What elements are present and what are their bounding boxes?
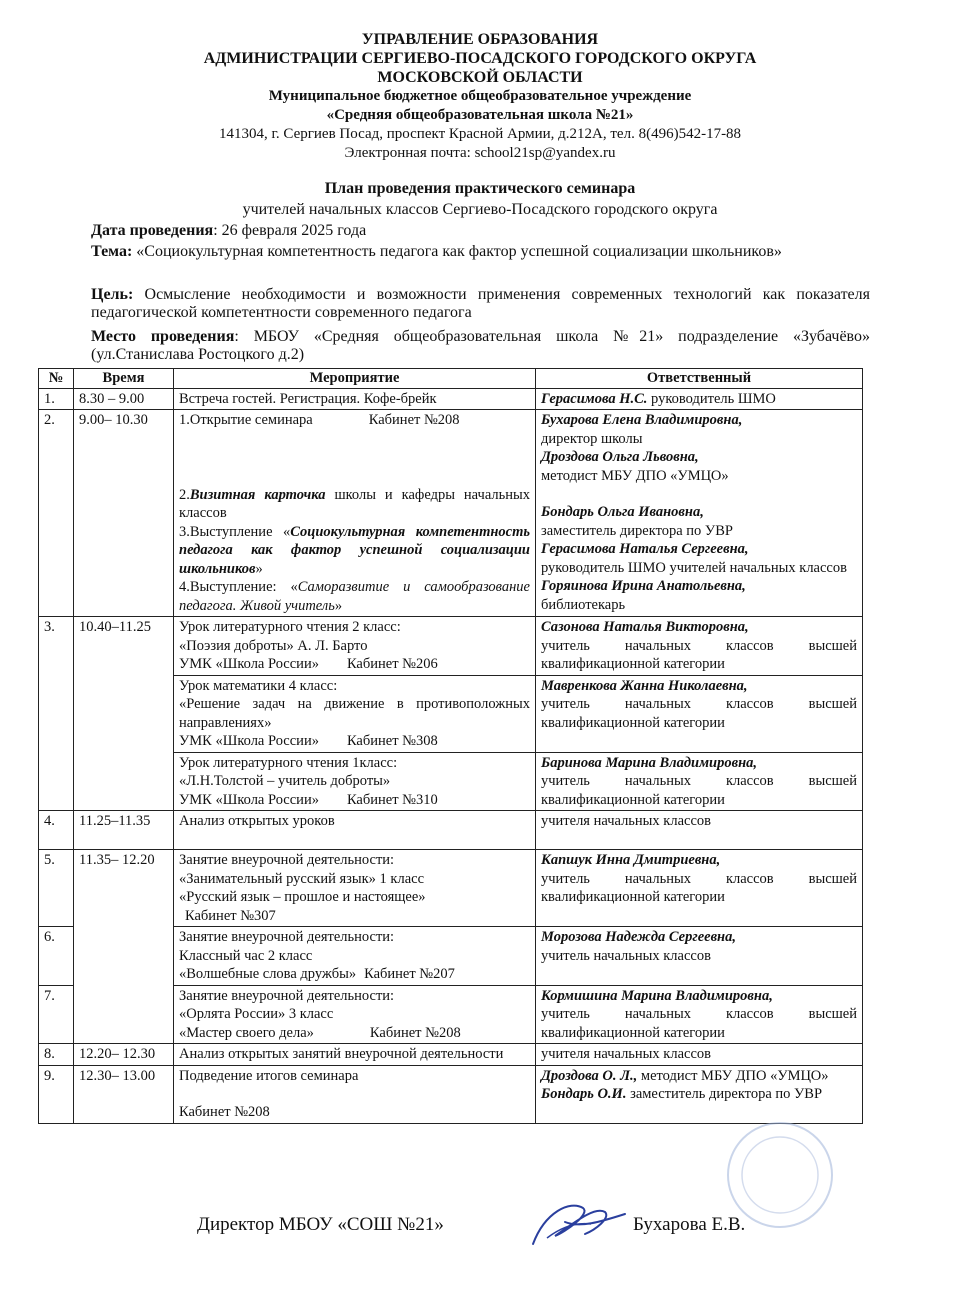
event-speech-2: 4.Выступление: «Саморазвитие и самообразование педагога. Живой учитель» xyxy=(179,579,530,614)
row-responsible xyxy=(536,388,863,410)
room-label: Кабинет №310 xyxy=(346,791,438,808)
table-row xyxy=(39,388,863,410)
row-number: 5. xyxy=(39,850,74,927)
row-time: 10.40–11.25 xyxy=(74,617,174,811)
responsible-name: Бондарь Ольга Ивановна, xyxy=(541,504,704,520)
row-time: 12.30– 13.00 xyxy=(74,1065,174,1123)
responsible-role: учитель начальных классов высшей квалификационной категории xyxy=(541,1006,857,1041)
document-title xyxy=(0,178,960,220)
responsible-role: учитель начальных классов xyxy=(541,947,711,964)
responsible-name: Кормишина Марина Владимировна, xyxy=(541,987,773,1004)
responsible-name: Капшук Инна Дмитриевна, xyxy=(541,852,721,868)
table-row xyxy=(39,1044,863,1066)
responsible-name: Мавренкова Жанна Николаевна, xyxy=(541,677,748,694)
row-event: Подведение итогов семинара Кабинет №208 xyxy=(174,1065,536,1123)
row-time: 11.25–11.35 xyxy=(74,811,174,850)
table-row xyxy=(39,617,863,676)
row-responsible: учителя начальных классов xyxy=(536,811,863,850)
title-sub: учителей начальных классов Сергиево-Посадского городского округа xyxy=(242,201,718,218)
header-number: № xyxy=(39,369,74,389)
row-responsible xyxy=(536,675,863,752)
event-card: 2.Визитная карточка школы и кафедры начальных классов xyxy=(179,486,530,521)
event-opening: 1.Открытие семинара Кабинет №208 xyxy=(179,412,460,428)
date-value: : 26 февраля 2025 года xyxy=(213,222,367,239)
row-responsible xyxy=(536,985,863,1044)
responsible-role: методист МБУ ДПО «УМЦО» xyxy=(541,467,729,484)
responsible-role: руководитель ШМО xyxy=(647,390,776,407)
responsible-role: учитель начальных классов высшей квалификационной категории xyxy=(541,870,857,905)
row-event xyxy=(174,410,536,617)
meta-goal xyxy=(91,286,870,322)
responsible-name: Бондарь О.И. xyxy=(541,1086,627,1102)
meta-date xyxy=(91,222,870,240)
table-header-row xyxy=(39,369,863,389)
letterhead xyxy=(0,30,960,163)
row-event: Урок математики 4 класс: «Решение задач на движение в противоположных направлениях» УМК «Школа России» Кабинет №308 xyxy=(174,675,536,752)
table-row xyxy=(39,811,863,850)
signature-name: Бухарова Е.В. xyxy=(633,1214,746,1235)
goal-label: Цель: xyxy=(91,286,134,303)
responsible-role: методист МБУ ДПО «УМЦО» xyxy=(637,1067,829,1084)
letterhead-line-1: УПРАВЛЕНИЕ ОБРАЗОВАНИЯ xyxy=(361,31,599,48)
signature-position: Директор МБОУ «СОШ №21» xyxy=(197,1214,444,1235)
responsible-role: руководитель ШМО учителей начальных классов xyxy=(541,559,847,576)
letterhead-line-2: АДМИНИСТРАЦИИ СЕРГИЕВО-ПОСАДСКОГО ГОРОДСКОГО ОКРУГА xyxy=(203,50,757,67)
room-label: Кабинет №208 xyxy=(368,412,460,428)
title-main: План проведения практического семинара xyxy=(324,180,636,197)
responsible-name: Дроздова О. Л., xyxy=(541,1067,638,1084)
letterhead-email: Электронная почта: school21sp@yandex.ru xyxy=(344,145,616,161)
date-label: Дата проведения xyxy=(91,222,214,239)
header-time: Время xyxy=(74,369,174,389)
place-value: : МБОУ «Средняя общеобразовательная школа №21» подразделение «Зубачёво» (ул.Станислава Ростоцкого д.2) xyxy=(91,328,871,363)
responsible-role: учитель начальных классов высшей квалификационной категории xyxy=(541,696,857,731)
row-responsible xyxy=(536,850,863,927)
responsible-name: Сазонова Наталья Викторовна, xyxy=(541,619,749,635)
responsible-name: Герасимова Н.С. xyxy=(541,390,648,407)
topic-label: Тема: xyxy=(91,243,133,260)
letterhead-address: 141304, г. Сергиев Посад, проспект Красной Армии, д.212А, тел. 8(496)542-17-88 xyxy=(218,126,742,142)
row-responsible xyxy=(536,752,863,811)
responsible-name: Морозова Надежда Сергеевна, xyxy=(541,929,736,945)
header-responsible: Ответственный xyxy=(536,369,863,389)
responsible-role: учитель начальных классов высшей квалификационной категории xyxy=(541,773,857,808)
table-row xyxy=(39,410,863,617)
row-time: 9.00– 10.30 xyxy=(74,410,174,617)
room-label: Кабинет №206 xyxy=(346,656,438,672)
row-responsible xyxy=(536,410,863,617)
responsible-name: Бухарова Елена Владимировна, xyxy=(541,412,743,428)
meta-place xyxy=(91,328,870,364)
row-event: Занятие внеурочной деятельности: Классный час 2 класс «Волшебные слова дружбы» Кабинет №207 xyxy=(174,927,536,986)
row-number: 9. xyxy=(39,1065,74,1123)
row-time: 12.20– 12.30 xyxy=(74,1044,174,1066)
row-time: 8.30 – 9.00 xyxy=(74,388,174,410)
header-event: Мероприятие xyxy=(174,369,536,389)
room-label: Кабинет №307 xyxy=(185,907,276,924)
letterhead-line-5: «Средняя общеобразовательная школа №21» xyxy=(326,107,634,123)
row-number: 3. xyxy=(39,617,74,811)
row-event: Занятие внеурочной деятельности: «Занимательный русский язык» 1 класс «Русский язык – прошлое и настоящее» Кабинет №307 xyxy=(174,850,536,927)
room-label: Кабинет №208 xyxy=(179,1104,270,1120)
responsible-role: учитель начальных классов высшей квалификационной категории xyxy=(541,637,857,672)
row-responsible xyxy=(536,617,863,676)
row-responsible xyxy=(536,927,863,986)
letterhead-line-3: МОСКОВСКОЙ ОБЛАСТИ xyxy=(377,69,583,86)
row-event: Урок литературного чтения 1класс: «Л.Н.Толстой – учитель доброты» УМК «Школа России» Кабинет №310 xyxy=(174,752,536,811)
room-label: Кабинет №308 xyxy=(346,733,438,749)
meta-topic xyxy=(91,243,870,261)
responsible-role: директор школы xyxy=(541,430,643,447)
schedule-table xyxy=(38,368,863,1124)
responsible-name: Герасимова Наталья Сергеевна, xyxy=(541,541,749,557)
topic-value: «Социокультурная компетентность педагога как фактор успешной социализации школьников» xyxy=(132,243,782,260)
row-event: Встреча гостей. Регистрация. Кофе-брейк xyxy=(174,388,536,410)
room-label: Кабинет №208 xyxy=(369,1024,461,1041)
letterhead-line-4: Муниципальное бюджетное общеобразовательное учреждение xyxy=(268,88,692,104)
row-number: 8. xyxy=(39,1044,74,1066)
responsible-role: заместитель директора по УВР xyxy=(626,1086,823,1102)
responsible-role: заместитель директора по УВР xyxy=(541,522,733,539)
row-event: Занятие внеурочной деятельности: «Орлята России» 3 класс «Мастер своего дела» Кабинет №208 xyxy=(174,985,536,1044)
row-responsible: учителя начальных классов xyxy=(536,1044,863,1066)
event-speech-1: 3.Выступление «Социокультурная компетентность педагога как фактор успешной социализации школьников» xyxy=(179,523,530,577)
responsible-name: Дроздова Ольга Львовна, xyxy=(541,449,699,465)
row-number: 7. xyxy=(39,985,74,1044)
place-label: Место проведения xyxy=(91,328,235,345)
row-number: 1. xyxy=(39,388,74,410)
room-label: Кабинет №207 xyxy=(364,966,455,982)
responsible-role: библиотекарь xyxy=(541,596,626,613)
responsible-name: Баринова Марина Владимировна, xyxy=(541,754,758,771)
responsible-name: Горяинова Ирина Анатольевна, xyxy=(541,578,746,594)
row-event: Урок литературного чтения 2 класс: «Поэзия доброты» А. Л. Барто УМК «Школа России» Кабинет №206 xyxy=(174,617,536,676)
row-time: 11.35– 12.20 xyxy=(74,850,174,1044)
row-event: Анализ открытых уроков xyxy=(174,811,536,850)
handwritten-signature xyxy=(525,1192,635,1262)
row-number: 6. xyxy=(39,927,74,986)
row-event: Анализ открытых занятий внеурочной деятельности xyxy=(174,1044,536,1066)
goal-value: Осмысление необходимости и возможности применения современных технологий как показателя педагогической компетентности современного педагога xyxy=(91,286,870,321)
table-row xyxy=(39,850,863,927)
row-number: 4. xyxy=(39,811,74,850)
row-number: 2. xyxy=(39,410,74,617)
